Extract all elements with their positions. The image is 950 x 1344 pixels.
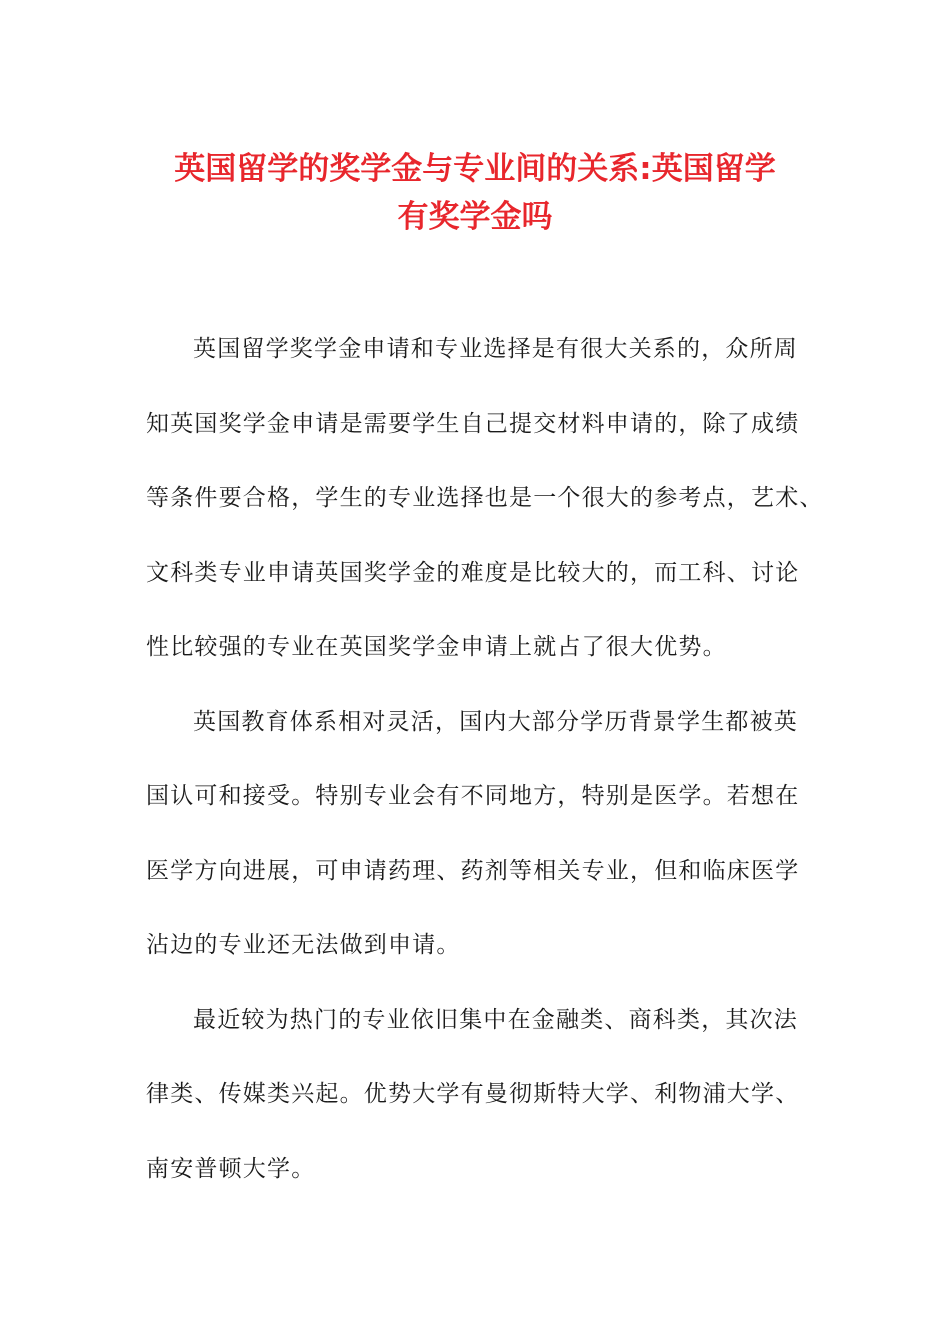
paragraph-line: 国认可和接受。特别专业会有不同地方，特别是医学。若想在 [146, 783, 800, 809]
paragraph-line: 医学方向进展，可申请药理、药剂等相关专业，但和临床医学 [146, 857, 800, 884]
paragraph-line: 最近较为热门的专业依旧集中在金融类、商科类，其次法 [193, 1006, 798, 1033]
paragraph-1 [146, 326, 824, 699]
document-title [120, 145, 830, 241]
title-line: 英国留学的奖学金与专业间的关系:英国留学 [174, 151, 776, 187]
paragraph-line: 性比较强的专业在英国奖学金申请上就占了很大优势。 [146, 634, 727, 660]
paragraph-line: 知英国奖学金申请是需要学生自己提交材料申请的，除了成绩 [146, 410, 800, 437]
paragraph-line: 沾边的专业还无法做到申请。 [146, 932, 461, 958]
paragraph-line: 英国留学奖学金申请和专业选择是有很大关系的，众所周 [193, 336, 798, 362]
paragraph-3 [146, 997, 806, 1221]
paragraph-line: 等条件要合格，学生的专业选择也是一个很大的参考点，艺术、 [146, 485, 824, 511]
paragraph-line: 文科类专业申请英国奖学金的难度是比较大的，而工科、讨论 [146, 559, 800, 586]
paragraph-line: 律类、传媒类兴起。优势大学有曼彻斯特大学、利物浦大学、 [146, 1081, 800, 1107]
paragraph-line: 南安普顿大学。 [146, 1155, 316, 1182]
paragraph-line: 英国教育体系相对灵活，国内大部分学历背景学生都被英 [193, 708, 798, 735]
title-line: 有奖学金吗 [397, 199, 553, 235]
paragraph-2 [146, 699, 806, 997]
document-body [146, 326, 824, 1220]
